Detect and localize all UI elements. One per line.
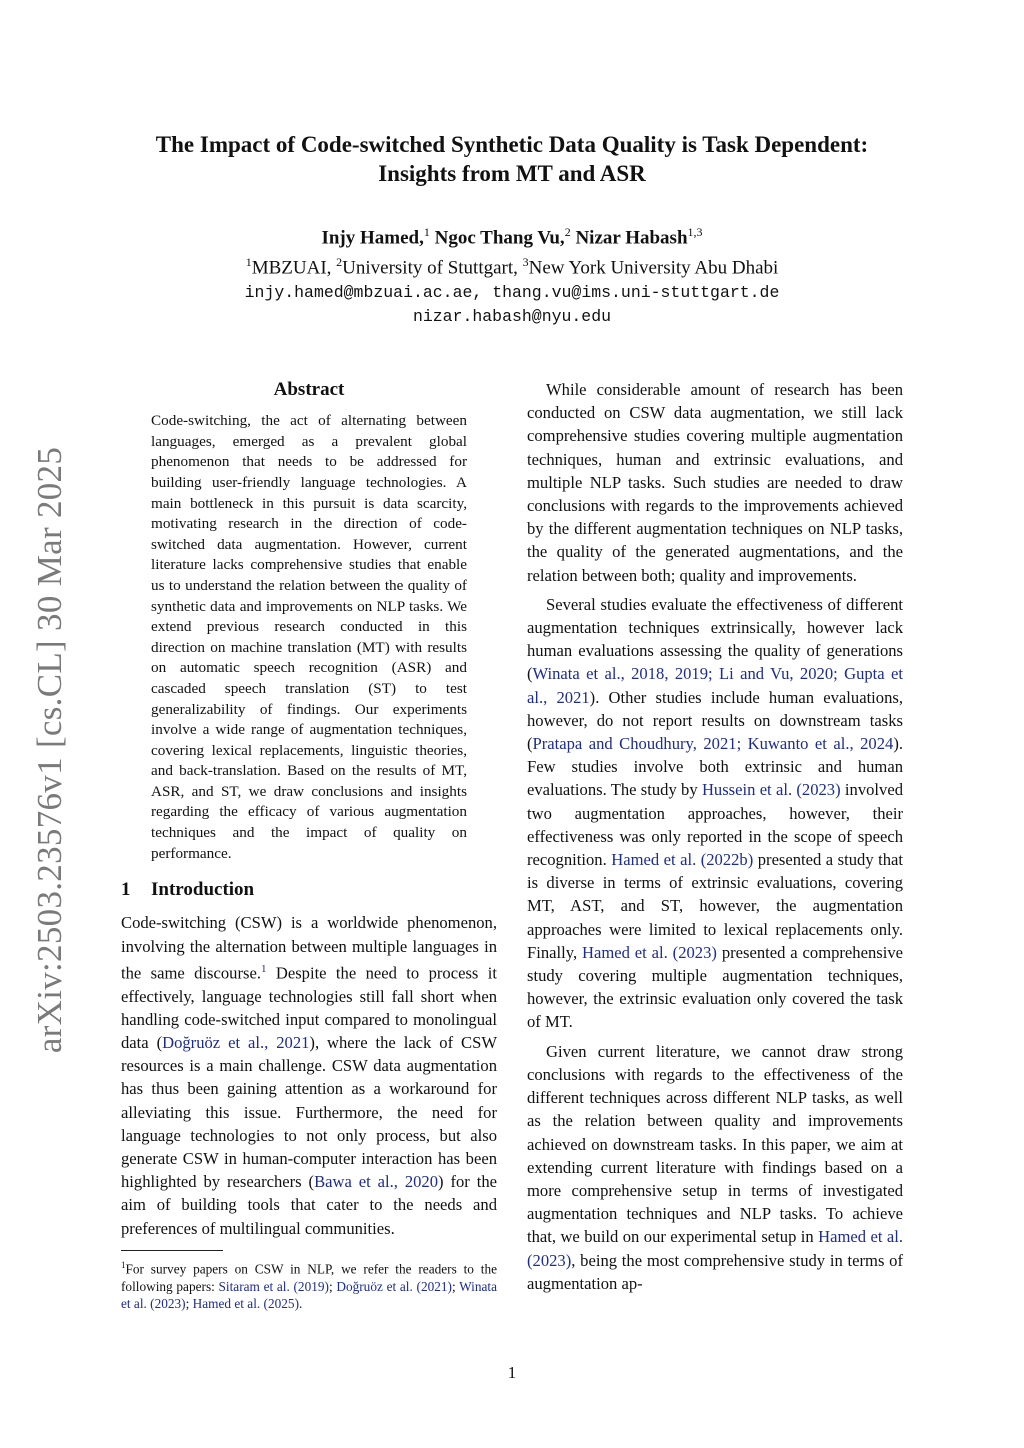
citation-hamed-2025[interactable]: Hamed et al. (2025) bbox=[192, 1296, 299, 1312]
affil-1-mark: 1 bbox=[245, 255, 252, 270]
text-run: Given current literature, we cannot draw strong conclusions with regards to the effectiveness of the different techniques across different NLP tasks, as well as the relation between quality and improvements achieved on downstream tasks. In this paper, we aim at extending current literature with findings based on a more comprehensive setup in terms of investigated augmentation techniques and NLP tasks. To achieve that, we build on our experimental setup in bbox=[527, 1041, 903, 1247]
emails-line-2 bbox=[80, 305, 944, 329]
text-run: ; bbox=[328, 1278, 337, 1294]
section-title-text: Introduction bbox=[151, 879, 255, 901]
citation-hamed-2023-b[interactable]: Hamed et al. (2023) bbox=[527, 1227, 903, 1270]
affil-2-mark: 2 bbox=[336, 255, 343, 270]
email-separator: , bbox=[472, 282, 493, 302]
right-paragraph-2 bbox=[527, 593, 903, 1034]
affil-3: New York University Abu Dhabi bbox=[528, 257, 779, 279]
text-run: Despite the need to process it effectively, language technologies still fall short when handling code-switched input compared to monolingual data ( bbox=[121, 963, 497, 1053]
page-number: 1 bbox=[507, 1363, 517, 1382]
text-run: ; bbox=[185, 1296, 193, 1312]
affil-2: University of Stuttgart, bbox=[342, 257, 523, 279]
text-run: Several studies evaluate the effectiveness of different augmentation techniques extrinsically, however lack human evaluations assessing the quality of generations ( bbox=[527, 594, 903, 684]
author-names bbox=[80, 220, 944, 250]
text-run: presented a study that is diverse in terms of extrinsic evaluations, covering MT, AST, and ST, however, the augmentation approaches were limited to lexical replacements only. Finally, bbox=[527, 850, 903, 962]
text-run: ) for the aim of building tools that cater to the needs and preferences of multilingual communities. bbox=[121, 1172, 497, 1238]
text-run: ). Few studies involve both extrinsic and human evaluations. The study by bbox=[527, 734, 903, 800]
paper-title bbox=[80, 130, 944, 188]
text-run: For survey papers on CSW in NLP, we refer the readers to the following papers: bbox=[121, 1261, 497, 1294]
text-run: , being the most comprehensive study in terms of augmentation ap- bbox=[527, 1250, 903, 1293]
section-number: 1 bbox=[121, 879, 131, 901]
citation-group-winata-li-gupta[interactable]: Winata et al., 2018, 2019; Li and Vu, 2020; Gupta et al., 2021 bbox=[527, 664, 903, 707]
author-1: Injy Hamed, bbox=[321, 227, 424, 249]
citation-hamed-2022b[interactable]: Hamed et al. (2022b) bbox=[611, 850, 754, 870]
affil-1: MBZUAI, bbox=[251, 257, 337, 279]
author-3-affil: 1,3 bbox=[687, 225, 703, 239]
author-block bbox=[80, 220, 944, 329]
footnote-mark: 1 bbox=[121, 1259, 126, 1270]
right-paragraph-3 bbox=[527, 1040, 903, 1295]
citation-hamed-2023[interactable]: Hamed et al. (2023) bbox=[581, 942, 717, 962]
author-2-affil: 2 bbox=[564, 225, 571, 239]
right-column bbox=[527, 378, 903, 1295]
text-run: ). Other studies include human evaluations, however, do not report results on downstream tasks ( bbox=[527, 687, 903, 754]
email-habash[interactable]: nizar.habash@nyu.edu bbox=[412, 306, 612, 326]
citation-sitaram-2019[interactable]: Sitaram et al. (2019) bbox=[218, 1278, 329, 1294]
emails-line-1 bbox=[80, 281, 944, 305]
author-2: Ngoc Thang Vu, bbox=[434, 227, 565, 249]
title-line-2: Insights from MT and ASR bbox=[378, 161, 646, 186]
abstract-heading: Abstract bbox=[273, 379, 345, 400]
author-1-affil: 1 bbox=[423, 225, 430, 239]
footnote-marker-1[interactable]: 1 bbox=[260, 962, 267, 975]
author-3: Nizar Habash bbox=[575, 227, 688, 249]
intro-paragraph-1 bbox=[121, 911, 497, 1239]
citation-group-pratapa-kuwanto[interactable]: Pratapa and Choudhury, 2021; Kuwanto et al., 2024 bbox=[532, 734, 894, 754]
text-run: Code-switching (CSW) is a worldwide phenomenon, involving the alternation between multiple languages in the same discourse. bbox=[121, 913, 497, 983]
arxiv-identifier: arXiv:2503.23576v1 [cs.CL] 30 Mar 2025 bbox=[30, 446, 69, 1054]
email-vu[interactable]: thang.vu@ims.uni-stuttgart.de bbox=[492, 282, 780, 302]
text-run: involved two augmentation approaches, however, their effectiveness was only reported in the scope of speech recognition. bbox=[527, 780, 903, 870]
left-column bbox=[121, 378, 497, 1312]
text-run: ; bbox=[451, 1278, 460, 1294]
affiliations bbox=[80, 250, 944, 280]
section-heading-introduction bbox=[121, 878, 497, 901]
citation-hussein-2023[interactable]: Hussein et al. (2023) bbox=[701, 780, 841, 800]
text-run: presented a comprehensive study covering multiple augmentation techniques, however, the extrinsic evaluation only covered the task of MT. bbox=[527, 942, 903, 1032]
title-line-1: The Impact of Code-switched Synthetic Data Quality is Task Dependent: bbox=[155, 132, 869, 157]
citation-winata-2023[interactable]: Winata et al. (2023) bbox=[121, 1278, 497, 1312]
affil-3-mark: 3 bbox=[522, 255, 529, 270]
right-paragraph-1: While considerable amount of research has been conducted on CSW data augmentation, we still lack comprehensive studies covering multiple augmentation techniques, human and extrinsic evaluations, and multiple NLP tasks. Such studies are needed to draw conclusions with regards to the improvements achieved by the different augmentation techniques on NLP tasks, the quality of the generated augmentations, and the relation between both; quality and improvements. bbox=[527, 380, 903, 585]
text-run: . bbox=[299, 1296, 303, 1312]
footnote-divider bbox=[121, 1250, 223, 1251]
citation-dogruoz-2021[interactable]: Doğruöz et al., 2021 bbox=[162, 1033, 310, 1053]
citation-dogruoz-2021-fn[interactable]: Doğruöz et al. (2021) bbox=[336, 1278, 452, 1294]
citation-bawa-2020[interactable]: Bawa et al., 2020 bbox=[314, 1172, 439, 1192]
email-hamed[interactable]: injy.hamed@mbzuai.ac.ae bbox=[244, 282, 473, 302]
footnote-1 bbox=[121, 1257, 497, 1313]
text-run: ), where the lack of CSW resources is a main challenge. CSW data augmentation has thus been gaining attention as a workaround for alleviating this issue. Furthermore, the need for language technologies to not only process, but also generate CSW in human-computer interaction has been highlighted by researchers ( bbox=[121, 1033, 497, 1192]
abstract-body: Code-switching, the act of alternating between languages, emerged as a prevalent global phenomenon that needs to be addressed for building user-friendly language technologies. A main bottleneck in this pursuit is data scarcity, motivating research in the direction of code-switched data augmentation. However, current literature lacks comprehensive studies that enable us to understand the relation between the quality of synthetic data and improvements on NLP tasks. We extend previous research conducted in this direction on machine translation (MT) with results on automatic speech recognition (ASR) and cascaded speech translation (ST) to test generalizability of findings. Our experiments involve a wide range of augmentation techniques, covering lexical replacements, linguistic theories, and back-translation. Based on the results of MT, ASR, and ST, we draw conclusions and insights regarding the efficacy of various augmentation techniques and the impact of quality on performance. bbox=[151, 412, 467, 862]
